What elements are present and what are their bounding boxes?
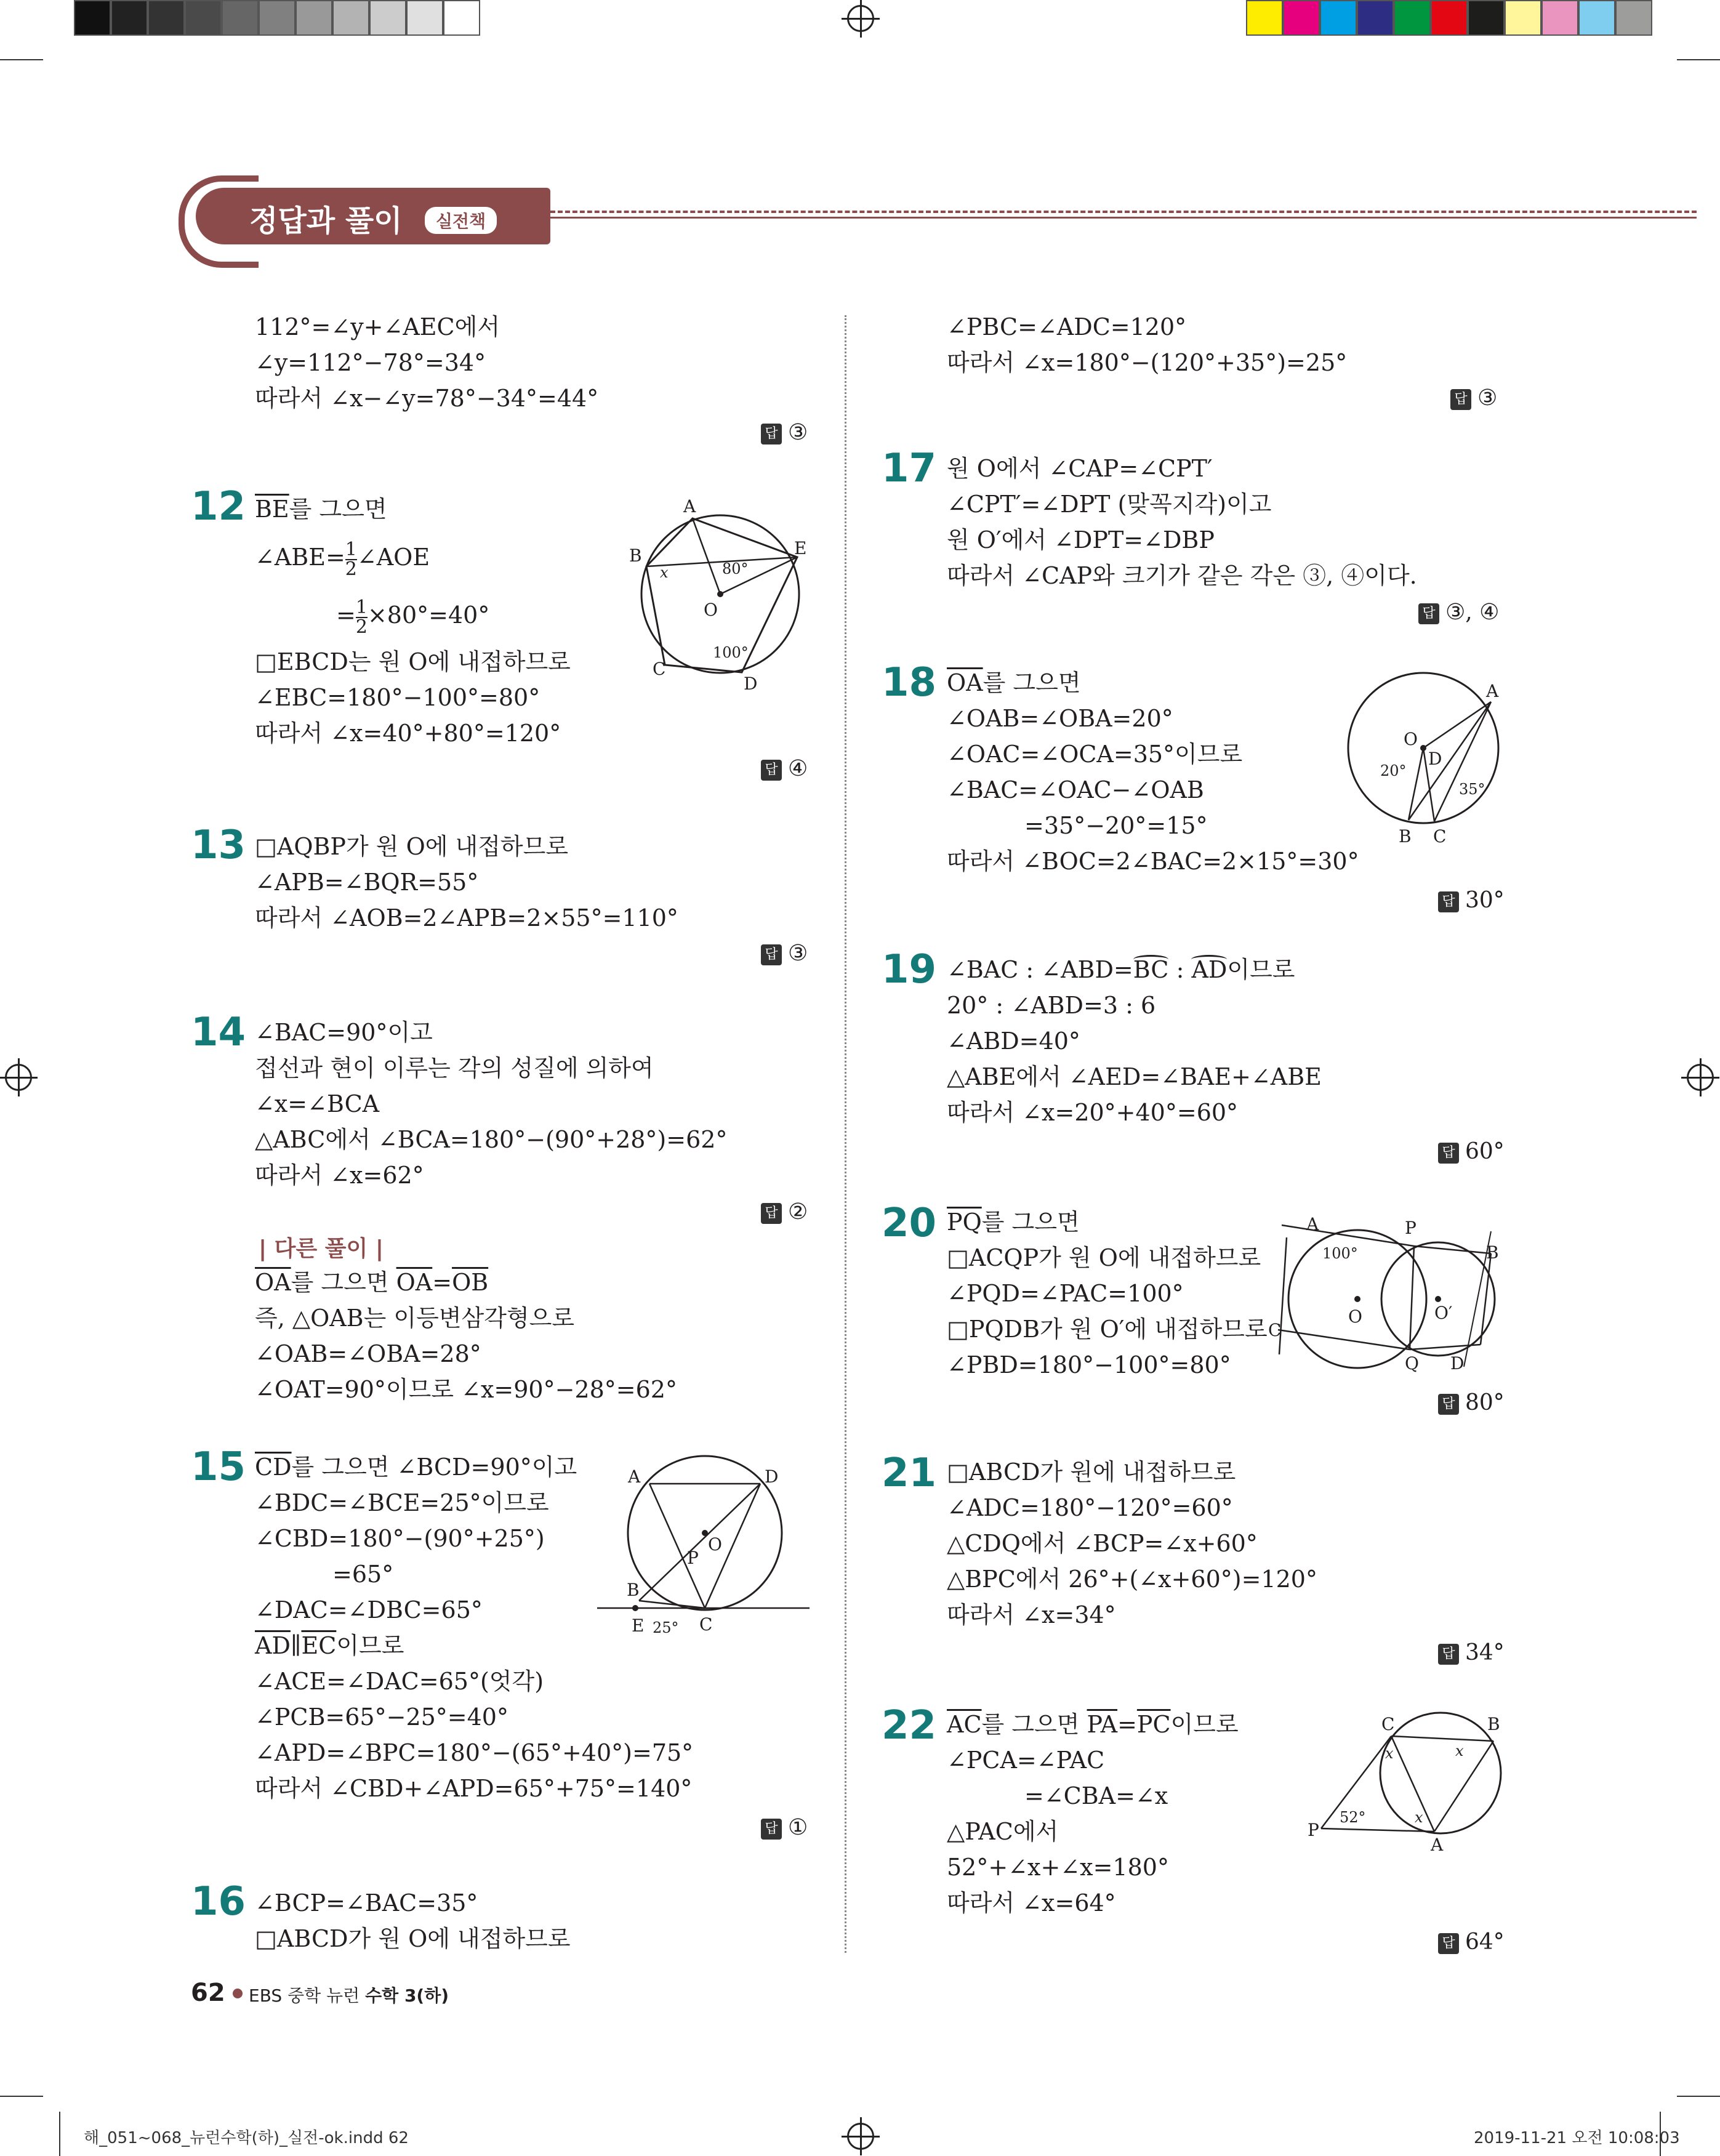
text-line: =35°−20°=15° [1024,812,1208,839]
header-badge: 실전책 [425,207,497,234]
svg-text:B: B [1487,1714,1500,1734]
bullet-icon [233,1989,243,1998]
text-line: 즉, △OAB는 이등변삼각형으로 [255,1305,575,1332]
text-line: 20° : ∠ABD=3 : 6 [947,992,1156,1019]
svg-text:B: B [1486,1242,1499,1263]
text-line: ∠BAC=∠OAC−∠OAB [947,776,1204,803]
question-number: 13 [191,823,246,868]
text-line: 따라서 ∠AOB=2∠APB=2×55°=110° [255,904,678,931]
text-line: =65° [332,1561,394,1588]
text-line: $\overline{OA}$를 그으면 $\overline{OA}=\overline{OB}$ [255,1269,489,1296]
text-line: 따라서 ∠x=34° [947,1601,1116,1628]
text-line: ∠BAC : ∠ABD=BC : AD 이므로 [947,956,1295,983]
answer-value: ③ [788,941,808,966]
svg-text:O: O [1348,1306,1362,1327]
text-line: $\overline{OA}$를 그으면 [947,669,1081,696]
svg-text:x: x [1385,1745,1394,1762]
crop-mark [0,2096,43,2097]
svg-text:x: x [660,564,669,581]
text-line: 접선과 현이 이루는 각의 성질에 의하여 [255,1055,654,1082]
text-line: ∠OAC=∠OCA=35°이므로 [947,741,1243,768]
answer-icon: 답 [1438,891,1459,912]
answer [1418,600,1499,625]
svg-text:D: D [765,1466,779,1487]
answer-icon: 답 [761,1819,782,1840]
svg-text:P: P [1405,1218,1417,1238]
question-number: 17 [882,446,937,491]
text-line: ∠PCA=∠PAC [947,1747,1105,1774]
svg-text:C: C [699,1614,713,1635]
registration-mark-right [1687,1064,1714,1091]
answer [761,420,808,445]
crop-mark [1677,59,1720,60]
answer-value: ① [788,1815,808,1840]
figure-22 [1299,1705,1508,1853]
text-line: =∠CBA=∠x [1024,1782,1168,1809]
text-line: △BPC에서 26°+(∠x+60°)=120° [947,1566,1317,1593]
svg-text:D: D [744,674,758,694]
text-line: ∠PBD=180°−100°=80° [947,1351,1231,1378]
answer-icon: 답 [1438,1644,1459,1665]
text-line: $\overline{AC}$를 그으면 $\overline{PA}=\overline{PC}$이므로 [947,1711,1239,1738]
page-number: 62 [191,1979,225,2007]
answer-icon: 답 [1438,1933,1459,1954]
text-line: ∠APD=∠BPC=180°−(65°+40°)=75° [255,1739,694,1766]
answer [761,941,808,966]
svg-text:80°: 80° [722,560,749,577]
alt-solution-label: | 다른 풀이 | [259,1236,384,1261]
answer-icon: 답 [1438,1143,1459,1164]
answer [761,1815,808,1840]
header-title: 정답과 풀이 [249,204,403,238]
text-line: ∠APB=∠BQR=55° [255,869,479,896]
figure-15 [597,1447,813,1644]
file-name: 해_051~068_뉴런수학(하)_실전-ok.indd 62 [84,2129,409,2147]
question-number: 22 [882,1703,937,1748]
text-line: ∠OAB=∠OBA=28° [255,1340,481,1367]
svg-text:P: P [687,1548,699,1568]
answer-icon: 답 [1418,603,1439,624]
text-line: 따라서 ∠x=40°+80°=120° [255,720,561,747]
text-line: $\overline{CD}$를 그으면 ∠BCD=90°이고 [255,1454,577,1481]
text-line: ∠y=112°−78°=34° [255,349,486,376]
question-number: 21 [882,1450,937,1496]
svg-text:O′: O′ [1434,1303,1453,1323]
answer-value: 64° [1465,1929,1505,1955]
svg-text:B: B [1399,826,1412,847]
text-line: △CDQ에서 ∠BCP=∠x+60° [947,1530,1258,1557]
text-line: ∠BDC=∠BCE=25°이므로 [255,1489,549,1516]
svg-text:C: C [653,659,666,679]
text-line: ∠PCB=65°−25°=40° [255,1703,508,1731]
answer-value: ② [788,1199,808,1225]
svg-text:20°: 20° [1380,762,1407,779]
answer-icon: 답 [761,424,782,444]
text-line: □AQBP가 원 O에 내접하므로 [255,833,569,860]
answer-icon: 답 [1438,1394,1459,1415]
answer-value: ③ [788,420,808,445]
text-line: ∠ABD=40° [947,1028,1080,1055]
question-number: 14 [191,1010,246,1055]
text-line: 따라서 ∠BOC=2∠BAC=2×15°=30° [947,848,1359,875]
svg-text:O: O [1404,729,1418,749]
text-line: □ABCD가 원 O에 내접하므로 [255,1925,571,1952]
answer-value: 80° [1465,1390,1505,1415]
text-line: ∠ADC=180°−120°=60° [947,1494,1233,1521]
svg-text:O: O [708,1534,722,1555]
text-line: $\overline{AD}\parallel\overline{EC}$이므로 [255,1632,404,1659]
answer [1438,1139,1505,1164]
svg-text:A: A [683,496,696,517]
answer [1438,1640,1505,1665]
answer-icon: 답 [761,1203,782,1224]
question-number: 12 [191,484,246,529]
figure-12 [622,493,825,696]
text-line: 52°+∠x+∠x=180° [947,1854,1169,1881]
answer-value: 34° [1465,1640,1505,1665]
svg-text:C: C [1268,1320,1282,1340]
svg-text:A: A [628,1466,641,1487]
text-line: ∠OAB=∠OBA=20° [947,705,1173,732]
answer-value: 60° [1465,1139,1505,1164]
text-line: 따라서 ∠x−∠y=78°−34°=44° [255,385,599,412]
answer [1438,1929,1505,1955]
registration-mark-bottom [847,2123,874,2150]
text-line: ∠ABE= $\frac{1}{2}$ ∠AOE [255,538,430,580]
text-line: 따라서 ∠x=180°−(120°+35°)=25° [947,349,1348,376]
figure-20 [1268,1213,1508,1379]
column-divider [845,315,846,1953]
text-line: 따라서 ∠x=64° [947,1889,1116,1917]
text-line: ∠BCP=∠BAC=35° [255,1889,478,1917]
text-line: □ACQP가 원 O에 내접하므로 [947,1244,1261,1271]
text-line: 원 O에서 ∠CAP=∠CPT′ [947,455,1213,482]
crop-mark [0,59,43,60]
text-line: 원 O′에서 ∠DPT=∠DBP [947,526,1215,553]
svg-text:52°: 52° [1340,1809,1366,1826]
book-series: EBS 중학 뉴런 [249,1985,360,2006]
question-number: 15 [191,1444,246,1490]
svg-text:x: x [1455,1742,1464,1760]
text-line: ∠OAT=90°이므로 ∠x=90°−28°=62° [255,1376,677,1403]
question-number: 16 [191,1879,246,1925]
answer-value: 30° [1465,888,1505,913]
svg-text:D: D [1450,1353,1465,1374]
answer-value: ④ [788,756,808,781]
svg-text:A: A [1431,1835,1444,1853]
text-line: △ABC에서 ∠BCA=180°−(90°+28°)=62° [255,1126,728,1153]
svg-text:B: B [629,545,642,566]
svg-text:O: O [704,600,718,620]
svg-text:35°: 35° [1459,781,1485,798]
book-title [249,1982,449,2007]
text-line: ∠CPT′=∠DPT (맞꼭지각)이고 [947,491,1272,518]
text-line: ∠CBD=180°−(90°+25°) [255,1525,545,1552]
registration-mark-top [847,5,874,32]
header-rule [550,217,1697,219]
svg-text:C: C [1381,1714,1395,1734]
text-line: ∠EBC=180°−100°=80° [255,684,541,711]
svg-text:100°: 100° [1322,1245,1358,1262]
text-line: □EBCD는 원 O에 내접하므로 [255,648,571,675]
question-number: 20 [882,1201,937,1246]
svg-text:C: C [1433,826,1447,847]
text-line: ∠PQD=∠PAC=100° [947,1280,1184,1307]
text-line: 따라서 ∠x=20°+40°=60° [947,1099,1239,1126]
crop-mark [59,2112,60,2156]
answer-icon: 답 [1450,389,1471,410]
svg-text:Q: Q [1405,1353,1419,1374]
svg-text:25°: 25° [653,1619,679,1636]
text-line: △ABE에서 ∠AED=∠BAE+∠ABE [947,1063,1322,1090]
text-line: ∠PBC=∠ADC=120° [947,313,1187,340]
svg-text:x: x [1415,1809,1423,1826]
text-line: ∠x=∠BCA [255,1090,380,1117]
text-line: = $\frac{1}{2}$ ×80°=40° [336,596,490,638]
answer-value: ③, ④ [1445,600,1500,625]
text-line: □PQDB가 원 O′에 내접하므로 [947,1316,1268,1343]
answer [761,756,808,781]
answer [1438,888,1505,913]
text-line: 112°=∠y+∠AEC에서 [255,313,500,340]
question-number: 18 [882,660,937,706]
question-number: 19 [882,947,937,992]
answer [761,1199,808,1225]
crop-mark [1677,2096,1720,2097]
answer-icon: 답 [761,760,782,781]
book-subject: 수학 3(하) [365,1985,449,2006]
svg-text:100°: 100° [713,644,749,661]
text-line: $\overline{PQ}$를 그으면 [947,1209,1080,1236]
registration-mark-left [5,1064,32,1091]
text-line: ∠BAC=90°이고 [255,1019,433,1046]
svg-text:E: E [632,1615,645,1636]
text-line: ∠ACE=∠DAC=65°(엇각) [255,1668,544,1695]
svg-text:E: E [794,538,807,558]
svg-text:B: B [627,1580,640,1600]
answer-value: ③ [1477,385,1498,411]
print-date: 2019-11-21 오전 10:08:03 [1474,2129,1680,2147]
text-line: 따라서 ∠CBD+∠APD=65°+75°=140° [255,1775,693,1802]
answer-icon: 답 [761,944,782,965]
answer [1450,385,1497,411]
header-rule [550,211,1697,213]
text-line: △PAC에서 [947,1818,1059,1845]
text-line: □ABCD가 원에 내접하므로 [947,1458,1236,1486]
text-line: 따라서 ∠x=62° [255,1162,424,1189]
svg-text:P: P [1308,1820,1319,1840]
svg-text:A: A [1486,681,1499,701]
text-line: ∠DAC=∠DBC=65° [255,1596,483,1623]
answer [1438,1390,1505,1415]
svg-text:D: D [1428,749,1442,769]
text-line: 따라서 ∠CAP와 크기가 같은 각은 ③, ④이다. [947,562,1417,589]
svg-text:A: A [1306,1214,1319,1234]
figure-18 [1342,665,1508,850]
segment-be: $\overline{BE}$ [255,496,289,523]
